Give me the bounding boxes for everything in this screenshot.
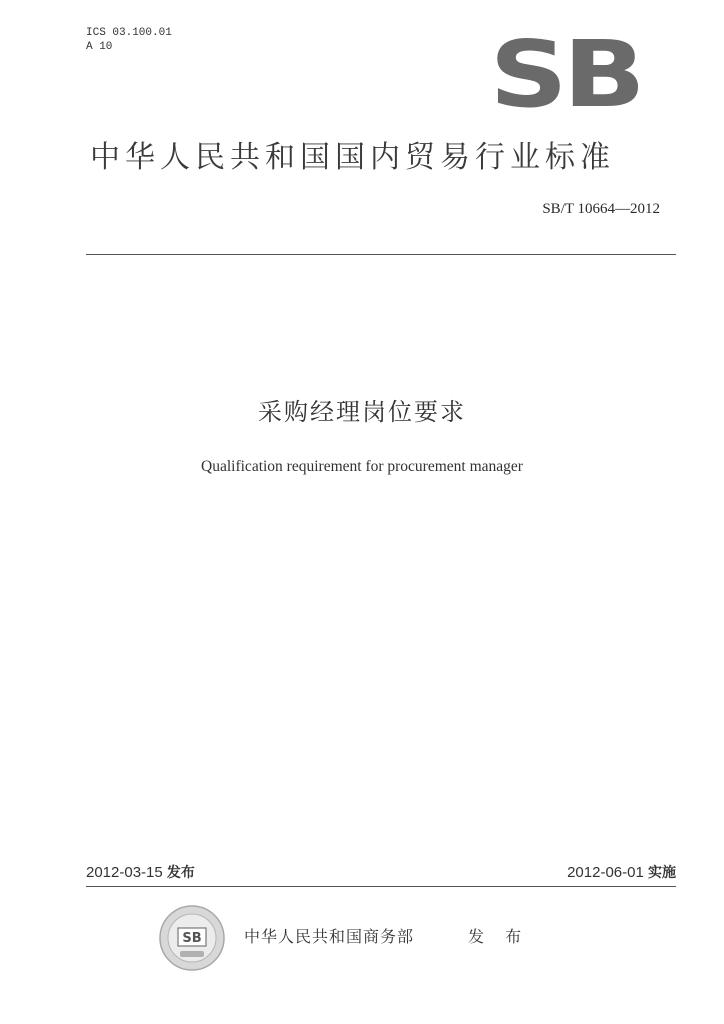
implement-date-line	[567, 862, 676, 882]
standard-number: SB/T 10664—2012	[542, 201, 660, 217]
implement-date: 2012-06-01	[567, 864, 644, 881]
anti-counterfeit-seal-icon	[158, 904, 226, 972]
issuing-authority: 中华人民共和国商务部	[244, 927, 415, 946]
document-title-cn: 采购经理岗位要求	[258, 398, 466, 426]
implement-label: 实施	[648, 865, 676, 881]
document-title-en: Qualification requirement for procurement manager	[201, 458, 523, 475]
issue-label: 发布	[166, 865, 195, 881]
issue-date: 2012-03-15	[86, 864, 163, 881]
issue-date-line	[86, 862, 195, 882]
footer-divider	[86, 886, 676, 887]
ics-code: ICS 03.100.01	[86, 27, 172, 39]
svg-text:SB: SB	[182, 931, 202, 946]
publish-label: 发 布	[468, 927, 530, 946]
standard-category-title: 中华人民共和国国内贸易行业标准	[90, 140, 615, 175]
class-code: A 10	[86, 41, 113, 53]
sb-logo	[489, 21, 641, 128]
header-divider	[86, 254, 676, 255]
classification-codes	[86, 26, 172, 54]
sb-logo-text: SB	[489, 21, 641, 128]
